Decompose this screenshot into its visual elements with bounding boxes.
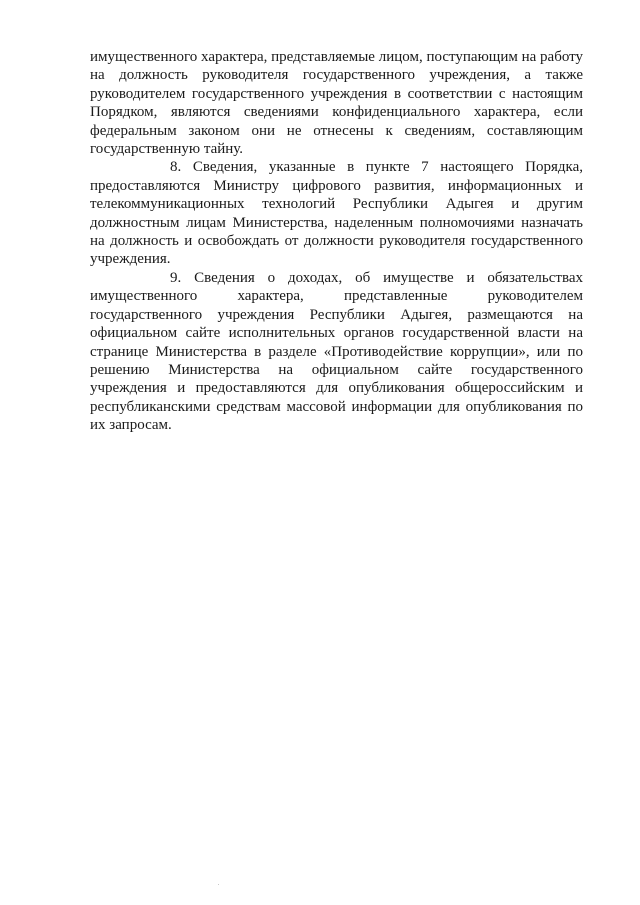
paragraph-number: 9.: [170, 269, 182, 286]
paragraph-9: [90, 269, 583, 435]
paragraph-text: Сведения, указанные в пункте 7 настоящего Порядка, предоставляются Министру цифрового развития, информационных и телекоммуникационных технологий Республики Адыгея и другим должностным лицам Министерства, наделенным полномочиями назначать на должность и освобождать от должности руководителя государственного учреждения.: [90, 159, 583, 268]
continuation-paragraph: имущественного характера, представляемые лицом, поступающим на работу на должность руководителя государственного учреждения, а также руководителем государственного учреждения в соответствии с настоящим Порядком, являются сведениями конфиденциального характера, если федеральным законом они не отнесены к сведениям, составляющим государственную тайну.: [90, 49, 583, 158]
paragraph-text: Сведения о доходах, об имуществе и обязательствах имущественного характера, представленные руководителем государственного учреждения Республики Адыгея, размещаются на официальном сайте исполнительных органов государственной власти на странице Министерства в разделе «Противодействие коррупции», или по решению Министерства на официальном сайте государственного учреждения и предоставляются для опубликования общероссийским и республиканскими средствам массовой информации для опубликования по их запросам.: [90, 269, 583, 434]
scan-speck: [218, 884, 219, 885]
paragraph-8: [90, 158, 583, 268]
document-body: [90, 48, 583, 435]
paragraph-number: 8.: [170, 159, 182, 176]
